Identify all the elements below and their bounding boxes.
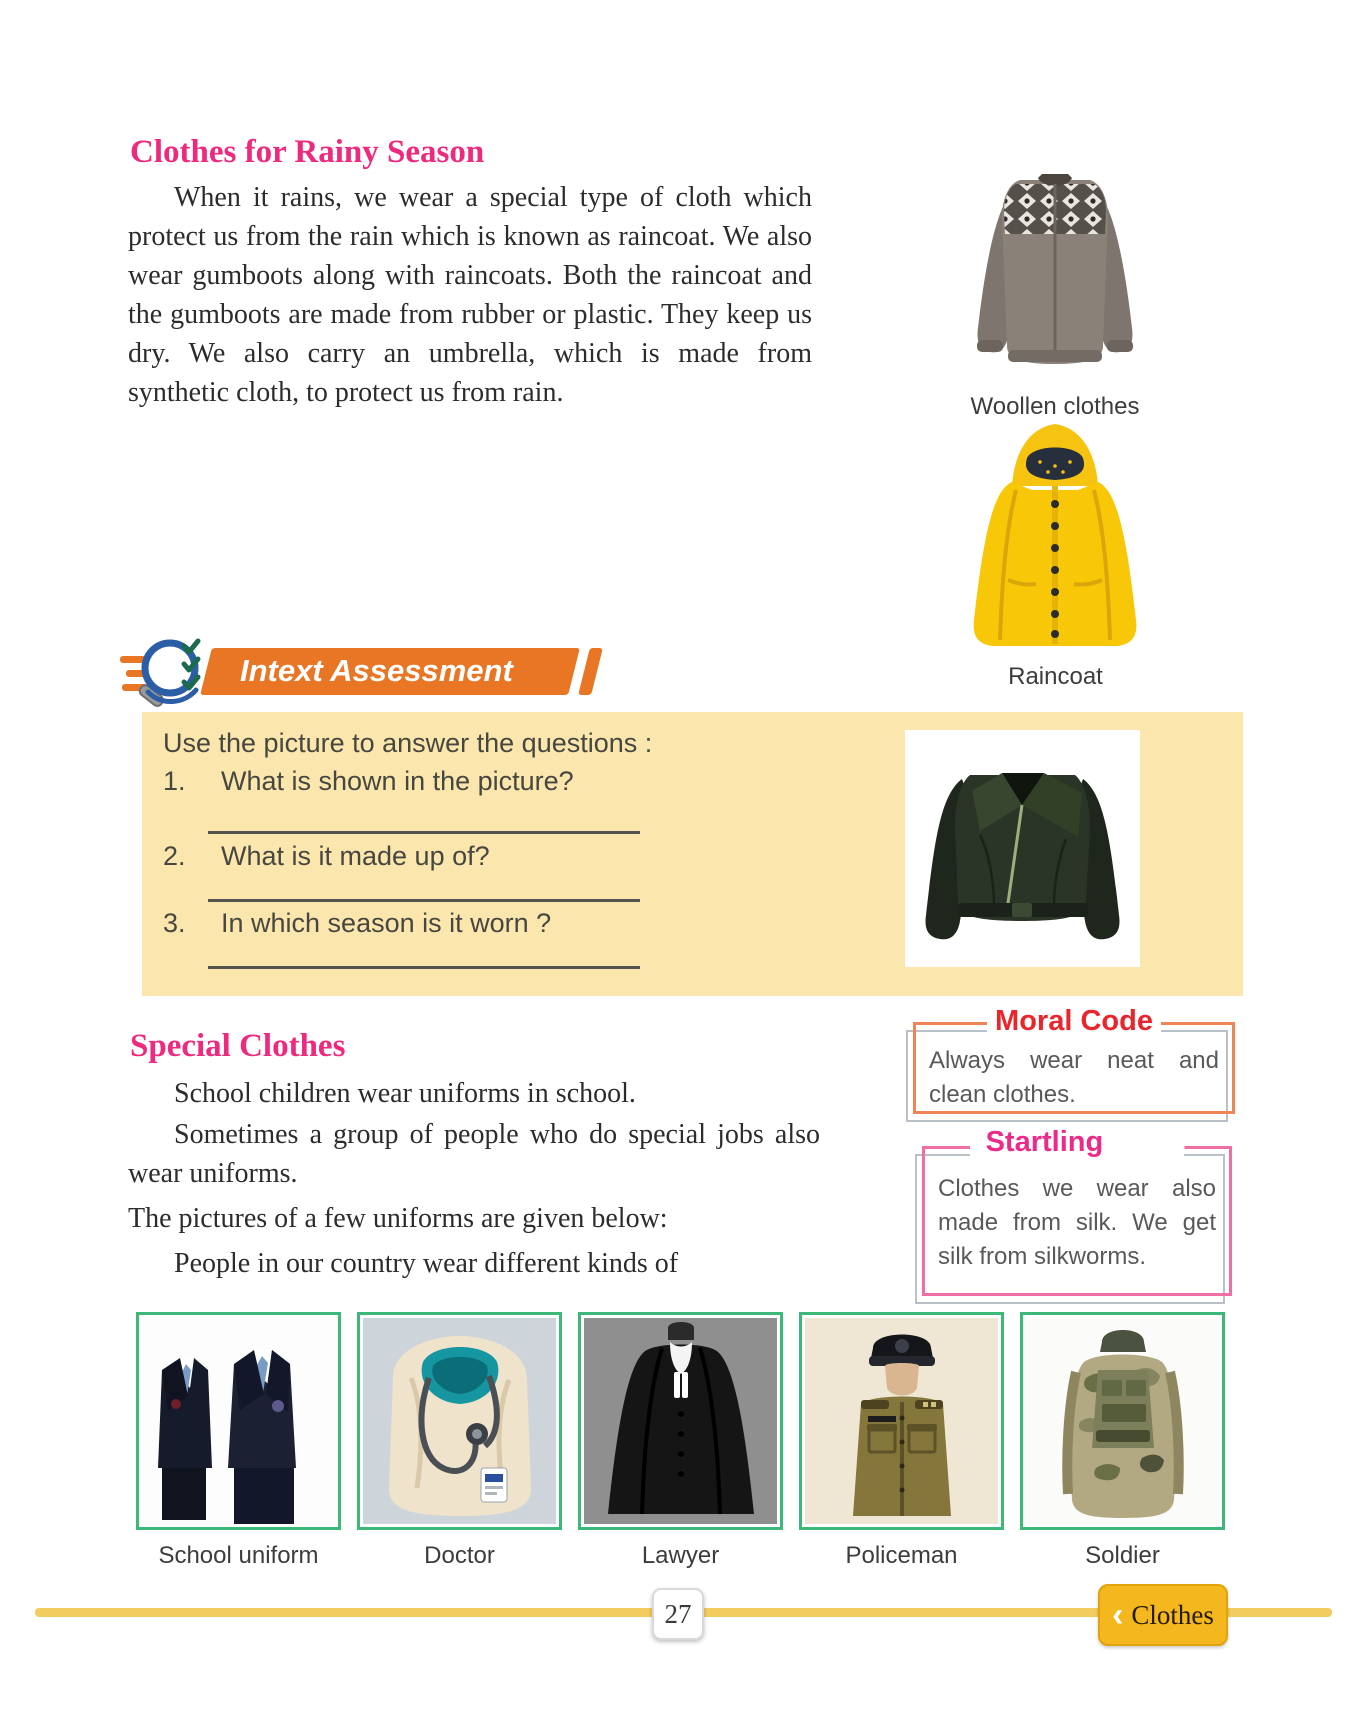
- uniform-label-lawyer: Lawyer: [641, 1542, 720, 1569]
- policeman-frame: [799, 1312, 1004, 1530]
- question-2: [163, 841, 783, 872]
- magnifier-checklist-icon: [118, 630, 210, 716]
- moral-code-title: Moral Code: [913, 1005, 1235, 1038]
- special-clothes-text: [128, 1074, 820, 1283]
- page-number-badge: [652, 1588, 704, 1640]
- raincoat-figure: [958, 420, 1153, 691]
- section-heading-rainy-season: Clothes for Rainy Season: [130, 134, 485, 170]
- question-3: [163, 908, 783, 939]
- answer-line-2: [208, 899, 640, 902]
- policeman-image: [805, 1318, 998, 1524]
- woollen-clothes-figure: [950, 138, 1160, 421]
- uniforms-row: [136, 1312, 1225, 1570]
- startling-fact-box: [922, 1123, 1232, 1296]
- page-number: 27: [664, 1598, 692, 1629]
- doctor-coat-image: [363, 1318, 556, 1524]
- answer-line-1: [208, 831, 640, 834]
- question-1-text: What is shown in the picture?: [221, 766, 574, 796]
- soldier-image: [1026, 1318, 1219, 1524]
- lawyer-frame: [578, 1312, 783, 1530]
- special-clothes-p2: Sometimes a group of people who do special jobs also wear uniforms.: [128, 1119, 820, 1189]
- question-1: [163, 766, 783, 797]
- assessment-intro: Use the picture to answer the questions :: [163, 728, 653, 758]
- section-heading-special-clothes: Special Clothes: [130, 1028, 346, 1064]
- banner-title: Intext Assessment: [240, 653, 513, 688]
- special-clothes-p4: People in our country wear different kinds of: [174, 1248, 679, 1279]
- startling-fact-title-word: Startling: [978, 1126, 1112, 1158]
- raincoat-caption: Raincoat: [1008, 663, 1103, 690]
- leather-jacket-photo: [905, 730, 1140, 967]
- doctor-frame: [357, 1312, 562, 1530]
- uniform-figure-policeman: [799, 1312, 1004, 1570]
- startling-fact-title: [922, 1123, 1232, 1161]
- uniform-figure-school: [136, 1312, 341, 1570]
- uniform-figure-doctor: [357, 1312, 562, 1570]
- question-1-number: 1.: [163, 766, 186, 796]
- uniform-label-soldier: Soldier: [1085, 1542, 1160, 1569]
- uniform-figure-lawyer: [578, 1312, 783, 1570]
- question-2-text: What is it made up of?: [221, 841, 490, 871]
- chevron-left-icon: ‹: [1112, 1596, 1124, 1634]
- soldier-frame: [1020, 1312, 1225, 1530]
- special-clothes-p3: The pictures of a few uniforms are given below:: [128, 1203, 668, 1234]
- uniform-label-doctor: Doctor: [424, 1542, 495, 1569]
- answer-line-3: [208, 966, 640, 969]
- moral-code-box: [913, 1005, 1235, 1114]
- uniform-label-policeman: Policeman: [845, 1542, 958, 1569]
- startling-fact-tag: fact!: [1106, 1123, 1185, 1161]
- rainy-season-paragraph: When it rains, we wear a special type of cloth which protect us from the rain which is known as raincoat. We also wear gumboots along with raincoats. Both the raincoat and the gumboots are made from rubber or plastic. They keep us dry. We also carry an umbrella, which is made from synthetic cloth, to protect us from rain.: [128, 182, 812, 408]
- uniform-figure-soldier: [1020, 1312, 1225, 1570]
- moral-code-text: Always wear neat and clean clothes.: [929, 1047, 1219, 1108]
- lawyer-robe-image: [584, 1318, 777, 1524]
- raincoat-image: [958, 420, 1153, 658]
- leather-jacket-image: [910, 735, 1135, 962]
- question-3-text: In which season is it worn ?: [221, 908, 552, 938]
- school-uniform-image: [142, 1318, 335, 1524]
- question-2-number: 2.: [163, 841, 186, 871]
- school-uniform-frame: [136, 1312, 341, 1530]
- banner-accent-slice: [578, 648, 603, 695]
- woollen-clothes-caption: Woollen clothes: [970, 393, 1140, 420]
- chapter-tab-label: Clothes: [1131, 1599, 1214, 1630]
- chapter-tab[interactable]: [1098, 1584, 1228, 1646]
- question-3-number: 3.: [163, 908, 186, 938]
- special-clothes-p1: School children wear uniforms in school.: [174, 1078, 636, 1109]
- woollen-sweater-image: [950, 138, 1160, 388]
- uniform-label-school: School uniform: [158, 1542, 319, 1569]
- startling-fact-text: Clothes we wear also made from silk. We get silk from silkworms.: [938, 1175, 1216, 1270]
